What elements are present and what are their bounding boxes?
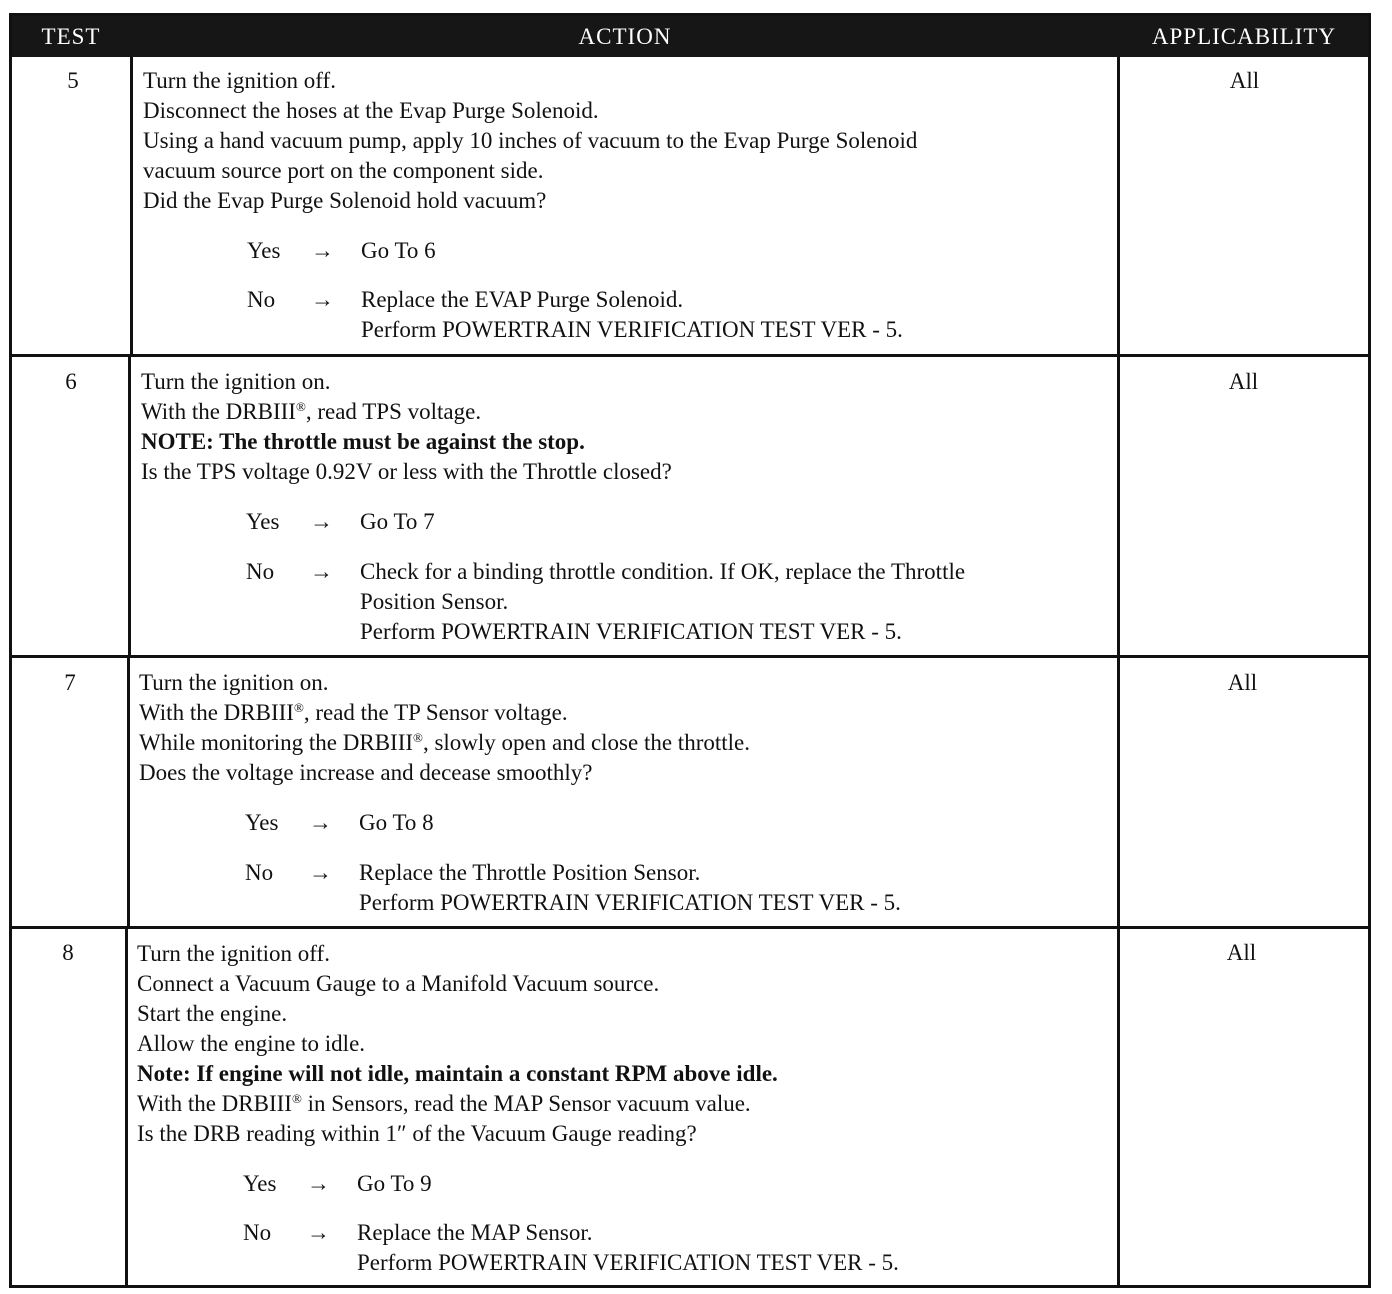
test-number: 5 (67, 68, 79, 93)
action-steps: Turn the ignition off. Disconnect the hoses at the Evap Purge Solenoid. Using a hand vacuum pump, apply 10 inches of vacuum to the Evap Purge Solenoid vacuum source port on the component side. Did the Evap Purge Solenoid hold vacuum? (143, 68, 918, 213)
applicability-value: All (1227, 670, 1258, 695)
test-number: 7 (64, 670, 76, 695)
header-applicability: APPLICABILITY (1151, 24, 1337, 49)
diagnostic-table: TEST ACTION APPLICABILITY 5 All Turn the ignition off. Disconnect the hoses at the Evap Purge Solenoid. Using a hand vacuum pump, apply 10 inches of vacuum to the Evap Purge Solenoid vacuum source port on the component side. Did the Evap Purge Solenoid hold vacuum? Yes → Go To 6 No → Replace the EVAP Purge Solenoid. Perform POWERTRAIN VERIFICATION TEST VER - 5. 6 All Turn the ignition on. With the DRBIII®, read TPS voltage. NOTE: The throttle must be against the stop. Is the TPS voltage 0.92V or less with the Throttle closed? Yes → Go To 7 No → Check for a binding throttle condition. If OK, replace the Throttle Position Sensor. Perform POWERTRAIN VERIFICATION TEST VER - 5. 7 All Turn the ignition on. With the DRBIII®, read the TP Sensor voltage. While monitoring the DRBIII®, slowly open and close the throttle. Does the voltage increase and decease smoothly? Yes → Go To 8 No → Replace the Throttle Position Sensor. Perform POWERTRAIN VERIFICATION TEST VER - 5. 8 All Turn the ignition off. Connect a Vacuum Gauge to a Manifold Vacuum source. Start the engine. Allow the engine to idle. Note: If engine will not idle, maintain a constant RPM above idle. With the DRBIII® in Sensors, read the MAP Sensor vacuum value. Is the DRB reading within 1″ of the Vacuum Gauge reading? Yes → Go To 9 No → Replace the MAP Sensor. Perform POWERTRAIN VERIFICATION TEST VER - 5. (9, 13, 1371, 1288)
applicability-value: All (1229, 68, 1260, 93)
note-text: NOTE: The throttle must be against the stop. (141, 429, 585, 454)
column-divider (127, 657, 130, 928)
arrow-icon: → (310, 559, 333, 584)
action-steps: Turn the ignition on. With the DRBIII®, read the TP Sensor voltage. While monitoring the DRBIII®, slowly open and close the throttle. Does the voltage increase and decease smoothly? (139, 670, 750, 785)
test-number: 8 (62, 940, 74, 965)
arrow-icon: → (310, 509, 333, 534)
row-divider (12, 655, 1368, 658)
arrow-icon: → (307, 1171, 330, 1196)
action-steps: Turn the ignition off. Connect a Vacuum Gauge to a Manifold Vacuum source. Start the engine. Allow the engine to idle. Note: If engine will not idle, maintain a constant RPM above idle. With the DRBIII® in Sensors, read the MAP Sensor vacuum value. Is the DRB reading within 1″ of the Vacuum Gauge reading? (137, 941, 778, 1146)
arrow-icon: → (307, 1220, 330, 1245)
registered-mark: ® (293, 700, 304, 715)
test-number: 6 (65, 369, 77, 394)
note-text: Note: If engine will not idle, maintain a constant RPM above idle. (137, 1061, 778, 1086)
applicability-value: All (1226, 940, 1257, 965)
column-divider (128, 355, 131, 657)
arrow-icon: → (309, 860, 332, 885)
header-action: ACTION (578, 24, 672, 49)
registered-mark: ® (413, 730, 423, 745)
row-divider (12, 354, 1368, 357)
column-divider (125, 928, 128, 1288)
arrow-icon: → (311, 287, 334, 312)
column-divider (130, 57, 133, 355)
registered-mark: ® (295, 399, 306, 414)
action-steps: Turn the ignition on. With the DRBIII®, read TPS voltage. NOTE: The throttle must be against the stop. Is the TPS voltage 0.92V or less with the Throttle closed? (141, 369, 672, 484)
header-test: TEST (41, 24, 101, 49)
registered-mark: ® (291, 1091, 302, 1106)
arrow-icon: → (309, 810, 332, 835)
row-divider (12, 926, 1368, 929)
arrow-icon: → (311, 238, 334, 263)
table-header (12, 16, 1368, 57)
applicability-value: All (1228, 369, 1259, 394)
